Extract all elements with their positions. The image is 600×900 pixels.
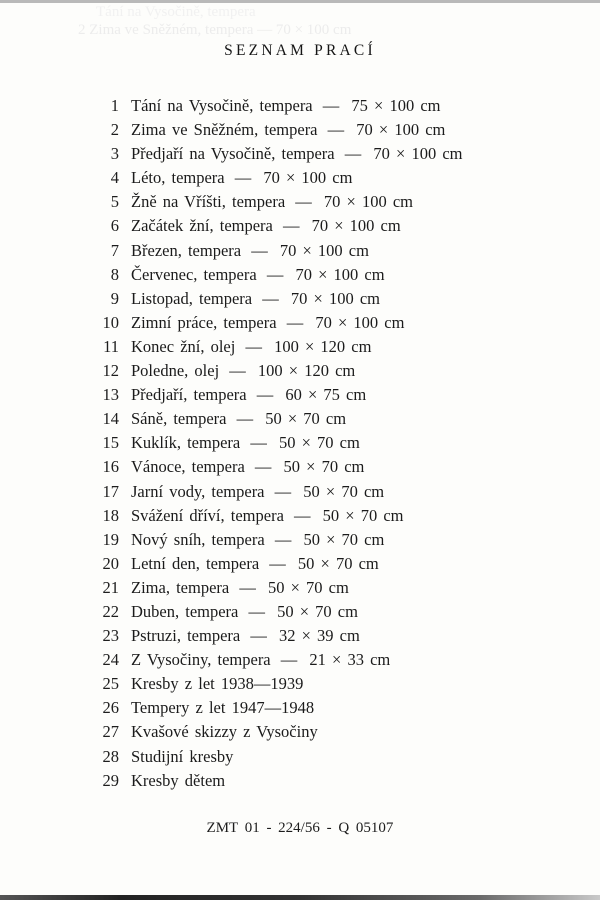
work-entry — [131, 118, 445, 142]
work-list-item — [0, 263, 600, 287]
work-number: 7 — [110, 240, 119, 260]
work-list-item — [0, 383, 600, 407]
work-number: 23 — [102, 626, 119, 646]
work-entry — [131, 94, 440, 118]
work-list-item — [0, 624, 600, 648]
dimension-separator: — — [287, 505, 317, 525]
work-number: 16 — [102, 457, 119, 477]
work-title: Začátek žní, tempera — [131, 216, 273, 236]
work-title: Březen, tempera — [131, 240, 242, 260]
work-entry — [131, 455, 364, 479]
work-dimensions: 32 × 39 cm — [278, 626, 360, 646]
work-dimensions: 50 × 70 cm — [283, 457, 365, 477]
work-list-item — [0, 455, 600, 479]
catalog-number: ZMT 01 - 224/56 - Q 05107 — [206, 820, 394, 836]
work-entry — [131, 166, 352, 190]
work-title: Léto, tempera — [131, 168, 225, 188]
work-dimensions: 70 × 100 cm — [263, 168, 353, 188]
work-title: Zimní práce, tempera — [131, 312, 277, 332]
work-number: 9 — [110, 288, 119, 308]
work-title: Předjaří na Vysočině, tempera — [131, 144, 335, 164]
dimension-separator: — — [223, 361, 252, 381]
work-entry — [131, 335, 371, 359]
work-number: 18 — [102, 505, 119, 525]
work-entry — [131, 624, 360, 648]
work-list-item — [0, 118, 600, 142]
work-title: Tání na Vysočině, tempera — [131, 96, 313, 115]
page-top-edge — [0, 0, 600, 3]
work-list-item — [0, 648, 600, 672]
dimension-separator: — — [244, 626, 273, 646]
work-dimensions: 70 × 100 cm — [315, 312, 405, 332]
work-entry — [131, 431, 360, 455]
work-dimensions: 50 × 70 cm — [297, 553, 379, 573]
work-title: Zima, tempera — [131, 577, 230, 597]
work-dimensions: 70 × 100 cm — [279, 240, 369, 260]
dimension-separator: — — [321, 120, 351, 140]
work-title: Kvašové skizzy z Vysočiny — [131, 722, 318, 742]
works-list — [0, 94, 600, 793]
work-entry — [131, 672, 303, 696]
work-entry — [131, 480, 384, 504]
work-number: 3 — [110, 144, 119, 164]
work-entry — [131, 528, 384, 552]
dimension-separator: — — [245, 240, 274, 260]
work-number: 6 — [110, 216, 119, 236]
work-list-item — [0, 142, 600, 166]
work-number: 13 — [102, 385, 119, 405]
work-entry — [131, 504, 404, 528]
work-list-item — [0, 287, 600, 311]
work-title: Zima ve Sněžném, tempera — [131, 120, 318, 140]
dimension-separator: — — [274, 650, 304, 670]
work-number: 17 — [102, 481, 119, 501]
work-number: 5 — [110, 192, 119, 212]
work-dimensions: 21 × 33 cm — [309, 650, 391, 670]
work-title: Jarní vody, tempera — [131, 481, 265, 501]
work-number: 1 — [110, 96, 119, 115]
work-dimensions: 50 × 70 cm — [278, 433, 360, 453]
work-entry — [131, 745, 233, 769]
work-number: 20 — [102, 553, 119, 573]
show-through-text-line-2: 2 Zima ve Sněžném, tempera — 70 × 100 cm — [78, 22, 352, 38]
work-list-item — [0, 94, 600, 118]
work-list-item — [0, 504, 600, 528]
work-title: Kresby z let 1938—1939 — [131, 674, 304, 694]
work-number: 4 — [110, 168, 119, 188]
dimension-separator: — — [268, 529, 298, 549]
work-list-item — [0, 431, 600, 455]
dimension-separator: — — [250, 385, 280, 405]
dimension-separator: — — [263, 553, 292, 573]
work-dimensions: 70 × 100 cm — [356, 120, 446, 140]
work-list-item — [0, 576, 600, 600]
work-dimensions: 100 × 120 cm — [257, 361, 356, 381]
work-number: 24 — [102, 650, 119, 670]
work-entry — [131, 407, 346, 431]
work-entry — [131, 576, 349, 600]
dimension-separator: — — [260, 264, 290, 284]
work-entry — [131, 769, 225, 793]
work-title: Letní den, tempera — [131, 553, 260, 573]
work-list-item — [0, 672, 600, 696]
work-number: 12 — [102, 361, 119, 381]
work-number: 10 — [102, 312, 119, 332]
work-dimensions: 50 × 70 cm — [322, 505, 404, 525]
work-entry — [131, 239, 369, 263]
work-dimensions: 50 × 70 cm — [267, 577, 349, 597]
work-entry — [131, 311, 404, 335]
work-title: Duben, tempera — [131, 601, 239, 621]
work-title: Studijní kresby — [131, 746, 234, 766]
work-list-item — [0, 528, 600, 552]
work-list-item — [0, 335, 600, 359]
work-dimensions: 50 × 70 cm — [303, 529, 385, 549]
work-title: Poledne, olej — [131, 361, 220, 381]
page-bottom-edge — [0, 895, 600, 900]
work-entry — [131, 720, 318, 744]
work-number: 22 — [102, 601, 119, 621]
work-title: Nový sníh, tempera — [131, 529, 265, 549]
work-title: Svážení dříví, tempera — [131, 505, 284, 525]
work-list-item — [0, 696, 600, 720]
work-list-item — [0, 166, 600, 190]
work-list-item — [0, 359, 600, 383]
work-title: Sáně, tempera — [131, 409, 227, 429]
work-number: 26 — [102, 698, 119, 718]
work-number: 29 — [102, 770, 119, 790]
work-dimensions: 100 × 120 cm — [274, 336, 372, 356]
work-entry — [131, 359, 355, 383]
work-number: 19 — [102, 529, 119, 549]
work-dimensions: 70 × 100 cm — [373, 144, 463, 164]
show-through-text-line-1: Tání na Vysočině, tempera — [96, 4, 256, 20]
dimension-separator: — — [233, 577, 262, 597]
dimension-separator: — — [228, 168, 258, 188]
work-entry — [131, 600, 358, 624]
dimension-separator: — — [242, 601, 272, 621]
work-list-item — [0, 552, 600, 576]
work-list-item — [0, 311, 600, 335]
work-dimensions: 70 × 100 cm — [311, 216, 401, 236]
work-title: Červenec, tempera — [131, 264, 257, 284]
work-entry — [131, 214, 401, 238]
work-number: 27 — [102, 722, 119, 742]
work-entry — [131, 190, 413, 214]
dimension-separator: — — [276, 216, 306, 236]
work-title: Konec žní, olej — [131, 336, 236, 356]
work-number: 15 — [102, 433, 119, 453]
work-dimensions: 50 × 70 cm — [277, 601, 358, 621]
work-entry — [131, 287, 380, 311]
dimension-separator: — — [338, 144, 368, 164]
work-number: 2 — [110, 120, 119, 140]
dimension-separator: — — [230, 409, 260, 429]
work-title: Kresby dětem — [131, 770, 226, 790]
dimension-separator: — — [316, 96, 346, 115]
dimension-separator: — — [248, 457, 278, 477]
page-title: SEZNAM PRACÍ — [224, 42, 376, 59]
work-title: Listopad, tempera — [131, 288, 253, 308]
work-dimensions: 75 × 100 cm — [351, 96, 441, 115]
work-dimensions: 50 × 70 cm — [265, 409, 347, 429]
work-title: Pstruzi, tempera — [131, 626, 241, 646]
work-title: Vánoce, tempera — [131, 457, 245, 477]
work-list-item — [0, 214, 600, 238]
work-list-item — [0, 239, 600, 263]
work-title: Žně na Vříšti, tempera — [131, 192, 286, 212]
work-dimensions: 50 × 70 cm — [303, 481, 385, 501]
work-number: 25 — [102, 674, 119, 694]
work-title: Z Vysočiny, tempera — [131, 650, 271, 670]
work-entry — [131, 696, 314, 720]
work-dimensions: 70 × 100 cm — [290, 288, 380, 308]
work-list-item — [0, 480, 600, 504]
work-number: 11 — [103, 336, 119, 356]
work-dimensions: 70 × 100 cm — [295, 264, 385, 284]
work-entry — [131, 552, 379, 576]
work-entry — [131, 263, 385, 287]
work-title: Předjaří, tempera — [131, 385, 247, 405]
work-list-item — [0, 745, 600, 769]
work-list-item — [0, 190, 600, 214]
work-title: Kuklík, tempera — [131, 433, 241, 453]
work-list-item — [0, 407, 600, 431]
dimension-separator: — — [239, 336, 269, 356]
work-entry — [131, 142, 462, 166]
work-entry — [131, 383, 366, 407]
work-dimensions: 60 × 75 cm — [285, 385, 367, 405]
work-number: 28 — [102, 746, 119, 766]
dimension-separator: — — [268, 481, 298, 501]
work-list-item — [0, 720, 600, 744]
dimension-separator: — — [256, 288, 285, 308]
dimension-separator: — — [289, 192, 318, 212]
work-entry — [131, 648, 390, 672]
work-dimensions: 70 × 100 cm — [323, 192, 413, 212]
work-number: 14 — [102, 409, 119, 429]
dimension-separator: — — [280, 312, 310, 332]
work-title: Tempery z let 1947—1948 — [131, 698, 315, 718]
dimension-separator: — — [244, 433, 273, 453]
work-list-item — [0, 769, 600, 793]
work-number: 8 — [110, 264, 119, 284]
work-number: 21 — [102, 577, 119, 597]
work-list-item — [0, 600, 600, 624]
